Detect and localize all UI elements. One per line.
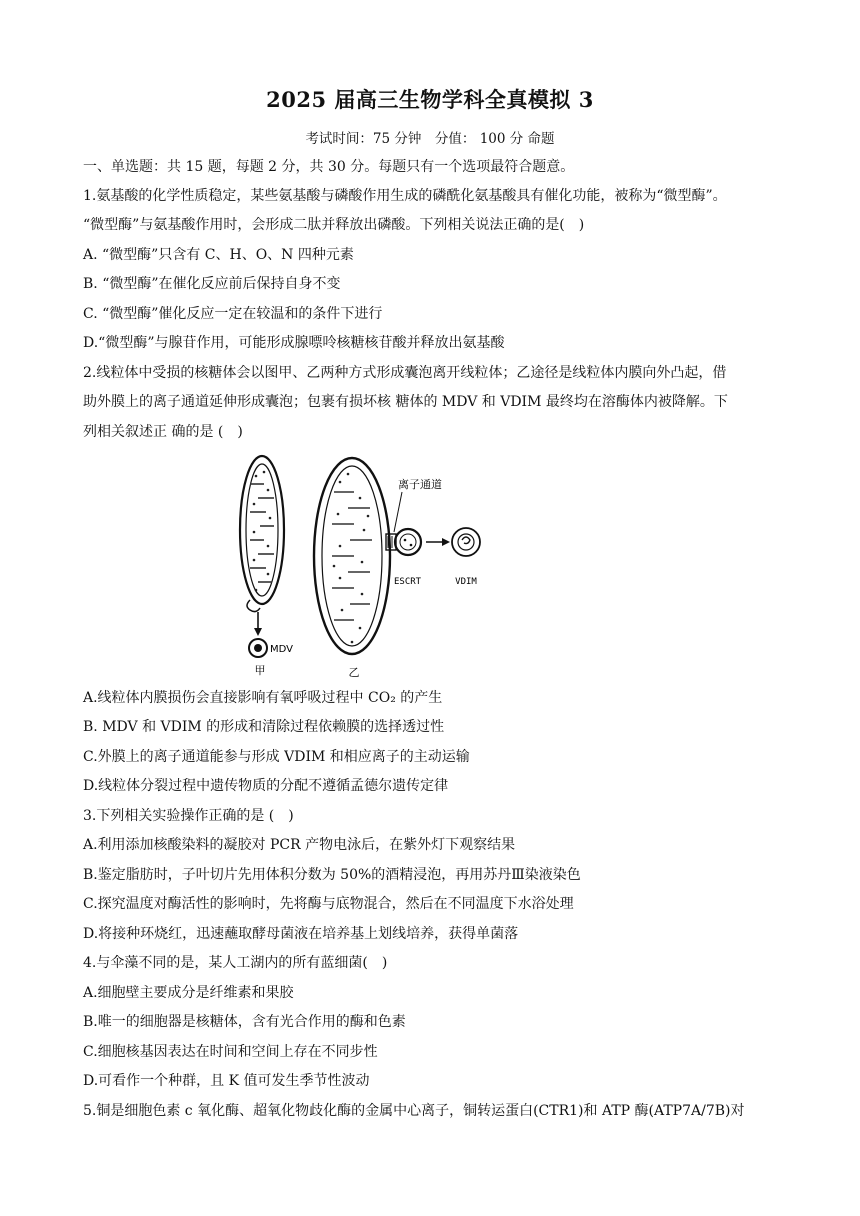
question-2-option-a: A.线粒体内膜损伤会直接影响有氧呼吸过程中 CO₂ 的产生 [83, 690, 443, 706]
question-2-stem-line-2: 助外膜上的离子通道延伸形成囊泡；包裹有损坏核 糖体的 MDV 和 VDIM 最终均在溶酶体内被降解。下 [83, 394, 728, 410]
page-title: 2025 届高三生物学科全真模拟 3 [266, 87, 594, 112]
section-heading: 一、单选题：共 15 题，每题 2 分，共 30 分。每题只有一个选项最符合题意。 [83, 159, 575, 175]
question-2-stem-line-3: 列相关叙述正 确的是 ( ) [83, 424, 243, 440]
question-2-stem-line-1: 2.线粒体中受损的核糖体会以图甲、乙两种方式形成囊泡离开线粒体；乙途径是线粒体内膜向外凸起，借 [83, 365, 727, 381]
exam-info: 考试时间：75 分钟 分值： 100 分 命题 [305, 131, 555, 147]
question-4-stem: 4.与伞藻不同的是，某人工湖内的所有蓝细菌( ) [83, 955, 388, 971]
mitochondria-diagram [230, 452, 490, 680]
label-jia: 甲 [254, 664, 266, 677]
question-1-stem-line-1: 1.氨基酸的化学性质稳定，某些氨基酸与磷酸作用生成的磷酰化氨基酸具有催化功能，被称为“微型酶”。 [83, 188, 727, 204]
question-4-option-c: C.细胞核基因表达在时间和空间上存在不同步性 [83, 1044, 378, 1060]
question-1-option-c: C. “微型酶”催化反应一定在较温和的条件下进行 [83, 306, 383, 322]
label-escrt: ESCRT [394, 577, 422, 587]
question-2-option-b: B. MDV 和 VDIM 的形成和清除过程依赖膜的选择透过性 [83, 719, 445, 735]
question-2-option-d: D.线粒体分裂过程中遗传物质的分配不遵循孟德尔遗传定律 [83, 778, 449, 794]
question-1-option-a: A. “微型酶”只含有 C、H、O、N 四种元素 [83, 247, 354, 263]
mitochondrion-yi [314, 458, 480, 679]
question-4-option-d: D.可看作一个种群，且 K 值可发生季节性波动 [83, 1073, 370, 1089]
question-2-option-c: C.外膜上的离子通道能参与形成 VDIM 和相应离子的主动运输 [83, 749, 470, 765]
question-4-option-b: B.唯一的细胞器是核糖体，含有光合作用的酶和色素 [83, 1014, 406, 1030]
question-3-option-b: B.鉴定脂肪时，子叶切片先用体积分数为 50%的酒精浸泡，再用苏丹Ⅲ染液染色 [83, 867, 581, 883]
question-1-option-d: D.“微型酶”与腺苷作用，可能形成腺嘌呤核糖核苷酸并释放出氨基酸 [83, 335, 505, 351]
label-vdim: VDIM [455, 577, 477, 587]
question-3-option-d: D.将接种环烧红，迅速蘸取酵母菌液在培养基上划线培养，获得单菌落 [83, 926, 519, 942]
question-3-stem: 3.下列相关实验操作正确的是 ( ) [83, 808, 294, 824]
question-1-option-b: B. “微型酶”在催化反应前后保持自身不变 [83, 276, 341, 292]
label-yi: 乙 [348, 666, 360, 679]
label-ion-channel: 离子通道 [398, 478, 442, 491]
question-3-option-c: C.探究温度对酶活性的影响时，先将酶与底物混合，然后在不同温度下水浴处理 [83, 896, 574, 912]
question-4-option-a: A.细胞壁主要成分是纤维素和果胶 [83, 985, 294, 1001]
question-1-stem-line-2: “微型酶”与氨基酸作用时，会形成二肽并释放出磷酸。下列相关说法正确的是( ) [83, 217, 585, 233]
question-3-option-a: A.利用添加核酸染料的凝胶对 PCR 产物电泳后，在紫外灯下观察结果 [83, 837, 516, 853]
label-mdv: MDV [270, 644, 293, 655]
question-5-stem: 5.铜是细胞色素 c 氧化酶、超氧化物歧化酶的金属中心离子，铜转运蛋白(CTR1)和 ATP 酶(ATP7A/7B)对 [83, 1103, 745, 1119]
mitochondrion-jia [240, 456, 293, 677]
